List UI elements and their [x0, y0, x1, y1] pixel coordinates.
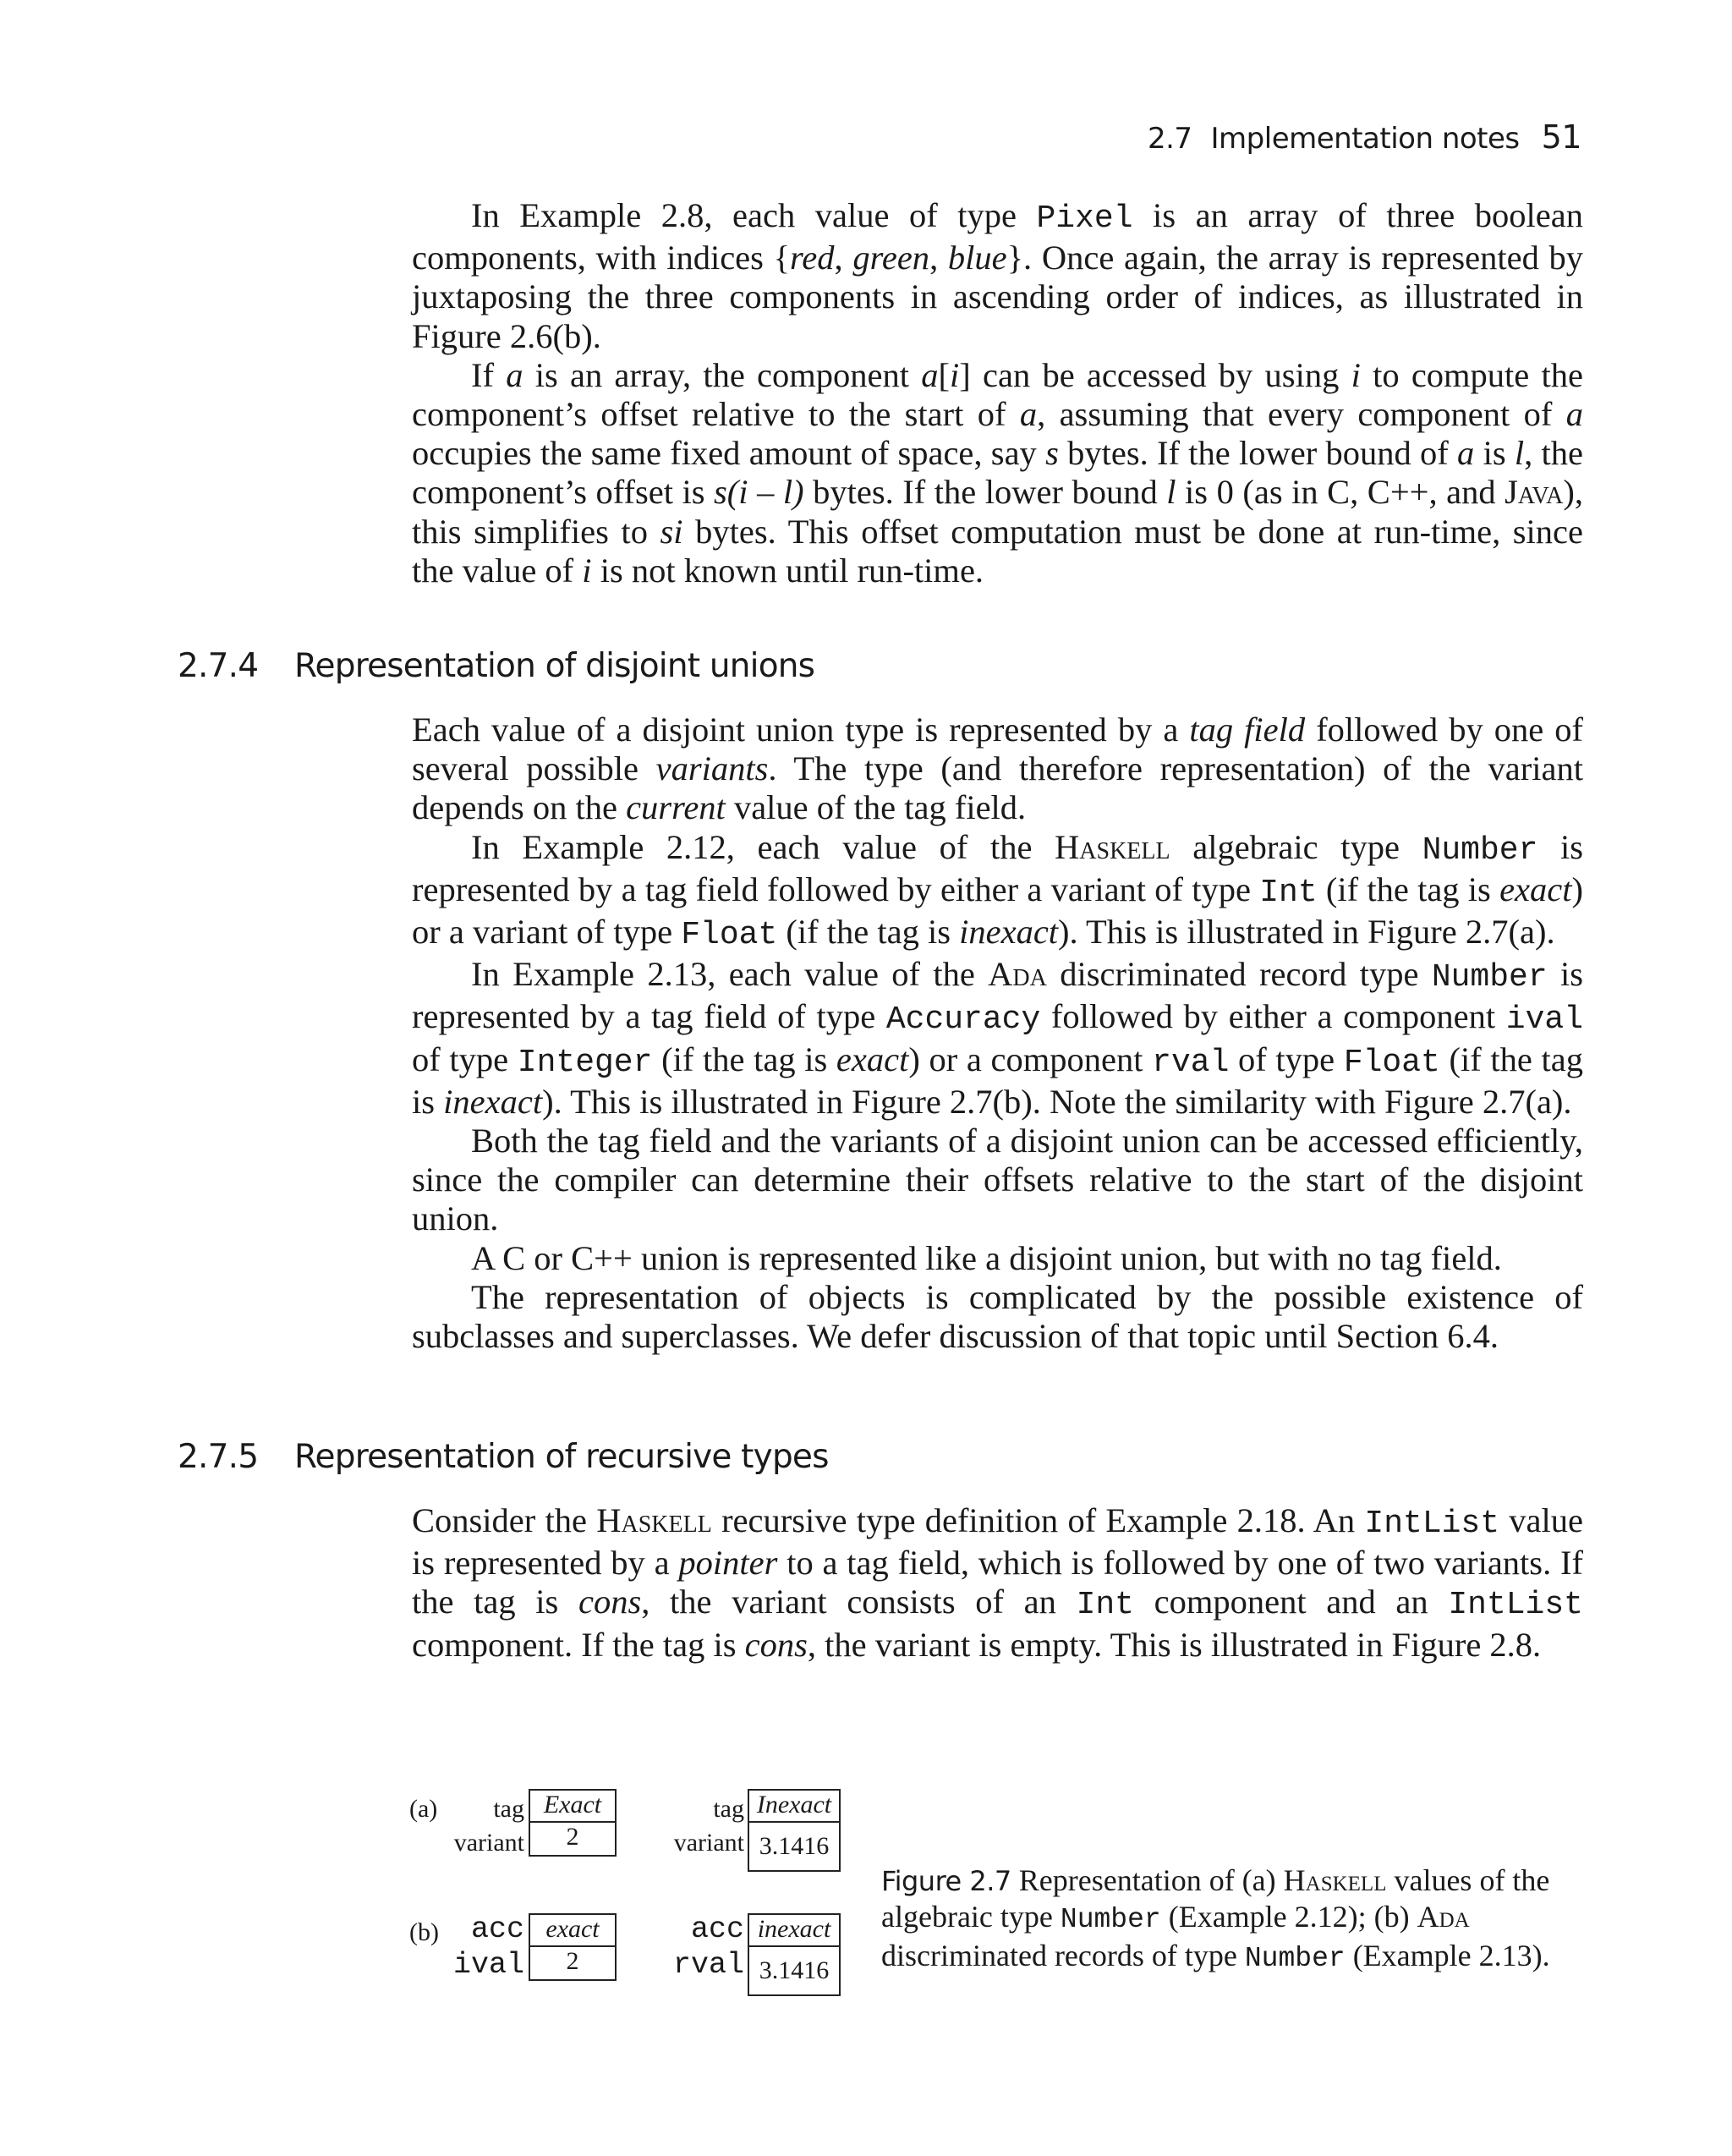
body-block-recursive-types [412, 1501, 1583, 1665]
variant-box: 3.1416 [748, 1945, 841, 1996]
variant-box: 2 [529, 1945, 617, 1981]
variant-label: rval [672, 1948, 744, 1982]
tag-box: exact [529, 1913, 617, 1947]
variant-label: ival [452, 1948, 524, 1982]
figure-part-b-label: (b) [409, 1918, 439, 1946]
variant-box: 2 [529, 1821, 617, 1857]
variant-label: variant [453, 1829, 524, 1857]
page-number: 51 [1541, 118, 1581, 156]
paragraph: In Example 2.12, each value of the Haskell algebraic type Number is represented by a tag field followed by either a variant of type Int (if the tag is exact) or a variant of type Float (if the tag is inexact). This is illustrated in Figure 2.7(a). [412, 827, 1584, 954]
tag-label: tag [493, 1795, 524, 1823]
paragraph: In Example 2.13, each value of the Ada discriminated record type Number is represented by a tag field of type Accuracy followed by either a component ival of type Integer (if the tag is exact) or a component rval of type Float (if the tag is inexact). This is illustrated in Figure 2.7(b). Note the similarity with Figure 2.7(a). [412, 955, 1584, 1121]
header-section-number: 2.7 [1147, 122, 1192, 156]
tag-label: acc [470, 1912, 524, 1946]
tag-box: Exact [529, 1789, 617, 1823]
variant-box: 3.1416 [748, 1821, 841, 1872]
running-head [1148, 118, 1581, 156]
tag-label: tag [713, 1795, 744, 1823]
body-block-disjoint-unions [412, 710, 1583, 1356]
section-heading-2-7-5 [178, 1438, 829, 1476]
figure-part-a-label: (a) [409, 1795, 438, 1823]
section-number: 2.7.5 [178, 1438, 259, 1476]
paragraph: A C or C++ union is represented like a disjoint union, but with no tag field. [471, 1238, 1502, 1277]
paragraph: The representation of objects is complicated by the possible existence of subclasses and superclasses. We defer discussion of that topic until Section 6.4. [412, 1277, 1583, 1356]
paragraph: Each value of a disjoint union type is represented by a tag field followed by one of several possible variants. The type (and therefore representation) of the variant depends on the current value of the tag field. [412, 710, 1583, 827]
body-block-intro [412, 196, 1583, 590]
tag-label: acc [690, 1912, 744, 1946]
section-title: Representation of recursive types [294, 1438, 829, 1476]
paragraph: Both the tag field and the variants of a disjoint union can be accessed efficiently, since the compiler can determine their offsets relative to the start of the disjoint union. [412, 1122, 1583, 1238]
tag-box: inexact [748, 1913, 841, 1947]
figure-caption: Figure 2.7 Representation of (a) Haskell values of the algebraic type Number (Example 2.12); (b) Ada discriminated records of type Number (Example 2.13). [881, 1863, 1550, 1974]
header-title: Implementation notes [1210, 122, 1520, 156]
section-title: Representation of disjoint unions [294, 647, 815, 685]
variant-label: variant [673, 1829, 744, 1857]
caption-label: Figure 2.7 [881, 1865, 1011, 1897]
paragraph: If a is an array, the component a[i] can be accessed by using i to compute the component’s offset relative to the start of a, assuming that every component of a occupies the same fixed amount of space, say s bytes. If the lower bound of a is l, the component’s offset is s(i – l) bytes. If the lower bound l is 0 (as in C, C++, and Java), this simplifies to si bytes. This offset computation must be done at run-time, since the value of i is not known until run-time. [412, 355, 1584, 590]
tag-box: Inexact [748, 1789, 841, 1823]
section-heading-2-7-4 [178, 647, 814, 685]
paragraph: In Example 2.8, each value of type Pixel is an array of three boolean components, with indices {red, green, blue}. Once again, the array is represented by juxtaposing the three components in ascending order of indices, as illustrated in Figure 2.6(b). [412, 196, 1584, 355]
section-number: 2.7.4 [178, 647, 259, 685]
paragraph: Consider the Haskell recursive type definition of Example 2.18. An IntList value is represented by a pointer to a tag field, which is followed by one of two variants. If the tag is cons, the variant consists of an Int component and an IntList component. If the tag is cons, the variant is empty. This is illustrated in Figure 2.8. [412, 1501, 1584, 1664]
